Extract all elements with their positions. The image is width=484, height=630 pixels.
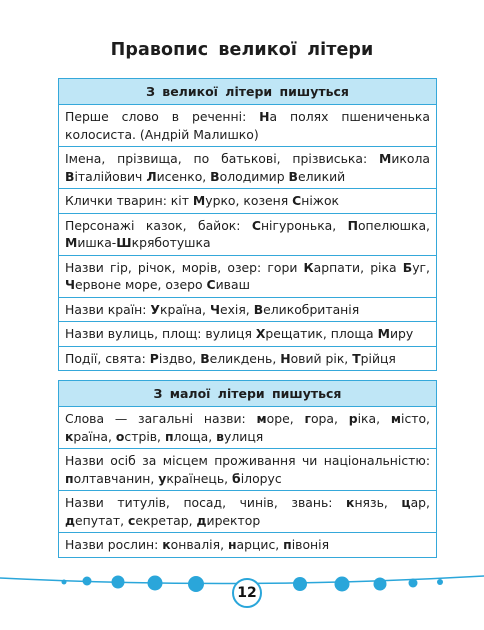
highlighted-letter: Ч: [209, 301, 220, 317]
page-title: Правопис великої літери: [110, 40, 374, 60]
rule-text: ехія,: [219, 301, 254, 317]
rule-text: Назви титулів, посад, чинів, звань:: [65, 495, 347, 510]
uppercase-table-header: З великої літери пишуться: [59, 79, 436, 105]
rule-text: істо,: [401, 411, 430, 426]
rule-text: Слова — загальні назви:: [65, 411, 257, 426]
rule-text: країна,: [159, 301, 210, 317]
highlighted-letter: р: [348, 411, 358, 426]
rule-text: ора,: [310, 411, 349, 426]
rule-text: оре,: [266, 411, 305, 426]
rule-text: Назви гір, річок, морів, озер: гори: [65, 259, 304, 275]
highlighted-letter: д: [65, 512, 76, 528]
rule-text: іка,: [357, 411, 391, 426]
highlighted-letter: п: [164, 428, 174, 444]
rule-text: урко, козеня: [205, 193, 293, 208]
table-row: [59, 105, 436, 147]
rule-text: рещатик, площа: [265, 326, 378, 341]
highlighted-letter: н: [227, 537, 237, 552]
uppercase-rules-table: [58, 78, 437, 371]
rule-text: івонія: [291, 537, 330, 552]
rule-text: Назви вулиць, площ: вулиця: [65, 326, 256, 341]
highlighted-letter: В: [253, 301, 264, 317]
highlighted-letter: Ч: [65, 277, 76, 292]
table-row: [59, 189, 436, 214]
highlighted-letter: Х: [255, 326, 266, 341]
highlighted-letter: г: [304, 411, 311, 426]
table-row: [59, 147, 436, 189]
rule-text: італійович: [74, 168, 147, 184]
highlighted-letter: б: [232, 470, 241, 486]
highlighted-letter: о: [115, 428, 125, 444]
rule-text: а полях пшениченька колосиста. (Андрій Малишко): [65, 109, 430, 142]
rule-text: иваш: [215, 277, 250, 292]
lowercase-table-header: З малої літери пишуться: [59, 381, 436, 407]
rule-text: уг,: [412, 259, 430, 275]
highlighted-letter: ц: [401, 495, 411, 510]
table-row: [59, 256, 436, 298]
table-row: [59, 407, 436, 449]
rule-text: еликдень,: [209, 350, 281, 366]
highlighted-letter: Б: [402, 259, 413, 275]
rule-text: иру: [389, 326, 414, 341]
rule-text: країнець,: [166, 470, 233, 486]
rule-text: Перше слово в реченні:: [65, 109, 260, 124]
highlighted-letter: у: [158, 470, 167, 486]
rule-text: раїна,: [73, 428, 116, 444]
highlighted-letter: У: [150, 301, 160, 317]
page-number-badge: [232, 578, 262, 608]
rule-text: Назви осіб за місцем проживання чи національністю:: [65, 453, 430, 468]
rule-text: Персонажі казок, байок:: [65, 217, 252, 233]
rule-text: ніжок: [301, 193, 340, 208]
table-row: [59, 491, 436, 533]
rule-text: нігуронька,: [260, 217, 348, 233]
highlighted-letter: Л: [146, 168, 157, 184]
highlighted-letter: В: [200, 350, 210, 366]
highlighted-letter: М: [192, 193, 206, 208]
table-row: [59, 322, 436, 347]
rule-text: нязь,: [354, 495, 402, 510]
highlighted-letter: К: [303, 259, 314, 275]
table-row: [59, 298, 436, 323]
highlighted-letter: С: [292, 193, 302, 208]
highlighted-letter: к: [65, 428, 74, 444]
highlighted-letter: в: [216, 428, 225, 444]
highlighted-letter: С: [251, 217, 261, 233]
rule-text: олтавчанин,: [73, 470, 159, 486]
rule-text: екретар,: [135, 512, 197, 528]
highlighted-letter: м: [390, 411, 401, 426]
highlighted-letter: В: [210, 168, 220, 184]
table-row: [59, 533, 436, 557]
rule-text: исенко,: [156, 168, 211, 184]
rule-text: иректор: [206, 512, 261, 528]
highlighted-letter: В: [65, 168, 75, 184]
highlighted-letter: п: [283, 537, 292, 552]
rule-text: Події, свята:: [65, 350, 150, 366]
table-row: [59, 347, 436, 371]
page-number: 12: [237, 585, 257, 601]
highlighted-letter: д: [196, 512, 207, 528]
rule-text: лоща,: [173, 428, 217, 444]
rule-text: Клички тварин: кіт: [65, 193, 193, 208]
rule-text: ар,: [410, 495, 430, 510]
highlighted-letter: Н: [259, 109, 270, 124]
rule-text: опелюшка,: [357, 217, 430, 233]
rule-text: арцис,: [236, 537, 284, 552]
highlighted-letter: Ш: [116, 235, 132, 250]
rule-text: овий рік,: [290, 350, 353, 366]
rule-text: Назви рослин:: [65, 537, 163, 552]
rule-text: ілорус: [240, 470, 282, 486]
rule-text: Імена, прізвища, по батькові, прізвиська:: [65, 151, 380, 166]
rule-text: еликобританія: [263, 301, 360, 317]
highlighted-letter: С: [206, 277, 216, 292]
highlighted-letter: Н: [280, 350, 291, 366]
highlighted-letter: с: [127, 512, 136, 528]
lowercase-rules-table: [58, 380, 437, 558]
rule-text: улиця: [224, 428, 264, 444]
rule-text: онвалія,: [170, 537, 228, 552]
rule-text: епутат,: [75, 512, 128, 528]
highlighted-letter: Т: [352, 350, 361, 366]
highlighted-letter: к: [346, 495, 355, 510]
rule-text: стрів,: [124, 428, 165, 444]
highlighted-letter: Р: [149, 350, 159, 366]
rule-text: Назви країн:: [65, 301, 151, 317]
rule-text: кряботушка: [131, 235, 211, 250]
rule-text: еликий: [297, 168, 346, 184]
rule-text: рійця: [360, 350, 396, 366]
rule-text: ишка-: [77, 235, 117, 250]
highlighted-letter: П: [347, 217, 358, 233]
table-row: [59, 449, 436, 491]
highlighted-letter: В: [288, 168, 298, 184]
rule-text: ервоне море, озеро: [75, 277, 207, 292]
highlighted-letter: к: [162, 537, 171, 552]
table-row: [59, 214, 436, 256]
highlighted-letter: м: [256, 411, 267, 426]
highlighted-letter: п: [65, 470, 74, 486]
rule-text: іздво,: [158, 350, 201, 366]
rule-text: икола: [391, 151, 430, 166]
highlighted-letter: М: [65, 235, 78, 250]
rule-text: арпати, ріка: [313, 259, 403, 275]
rule-text: олодимир: [219, 168, 289, 184]
highlighted-letter: М: [377, 326, 390, 341]
highlighted-letter: М: [379, 151, 392, 166]
